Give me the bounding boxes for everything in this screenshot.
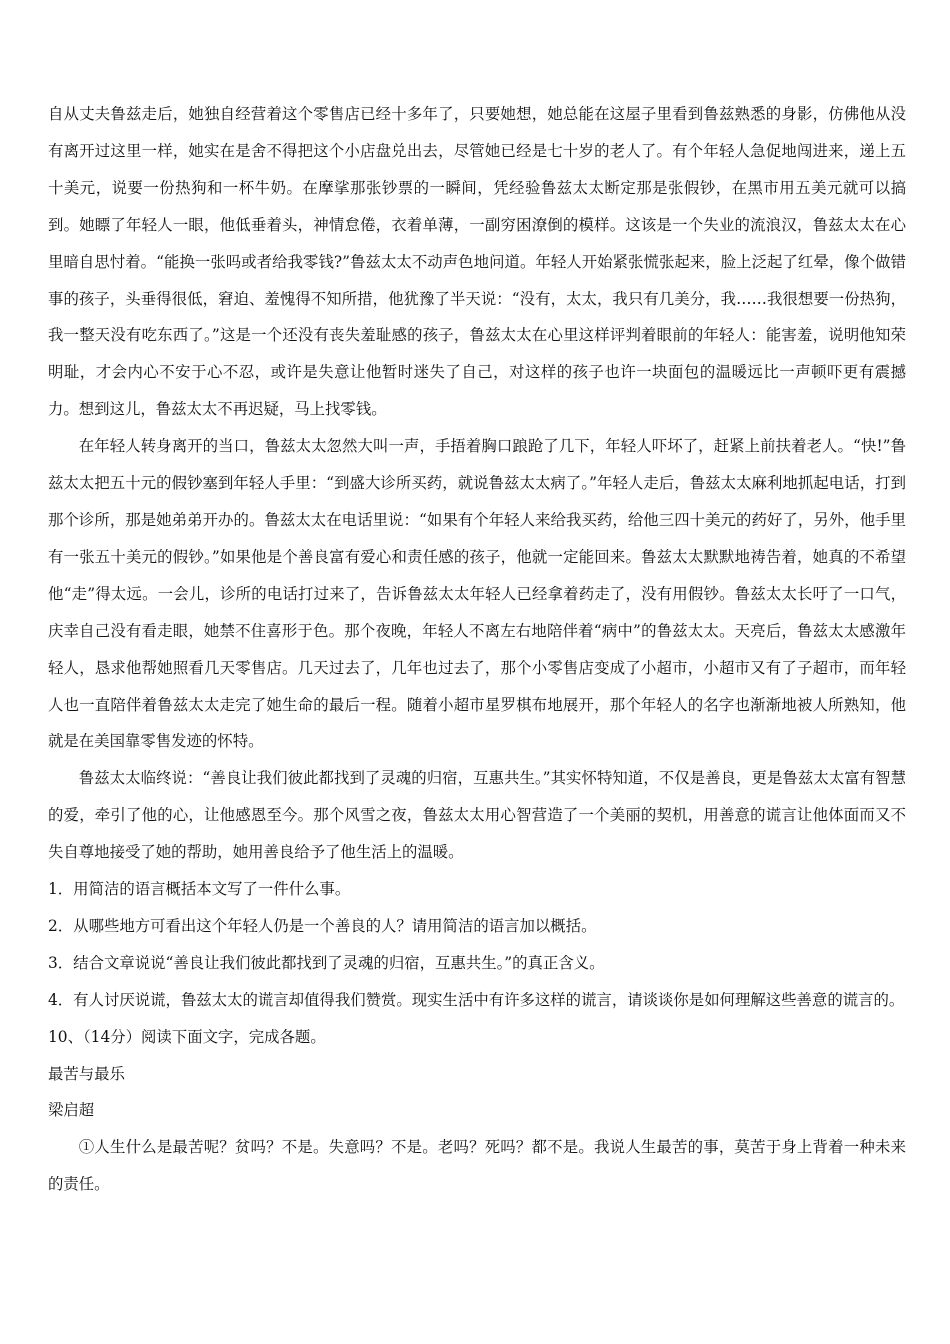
essay-author: 梁启超 xyxy=(48,1101,95,1120)
story-paragraph-2: 在年轻人转身离开的当口，鲁兹太太忽然大叫一声，手捂着胸口踉跄了几下，年轻人吓坏了，赶紧上前扶着老人。“快!”鲁兹太太把五十元的假钞塞到年轻人手里：“到盛大诊所买药，就说鲁兹太太病了。”年轻人走后，鲁兹太太麻利地抓起电话，打到那个诊所，那是她弟弟开办的。鲁兹太太在电话里说：“如果有个年轻人来给我买药，给他三四十美元的药好了，另外，他手里有一张五十美元的假钞。”如果他是个善良富有爱心和责任感的孩子，他就一定能回来。鲁兹太太默默地祷告着，她真的不希望他“走”得太远。一会儿，诊所的电话打过来了，告诉鲁兹太太年轻人已经拿着药走了，没有用假钞。鲁兹太太长吁了一口气，庆幸自己没有看走眼，她禁不住喜形于色。那个夜晚，年轻人不离左右地陪伴着“病中”的鲁兹太太。天亮后，鲁兹太太感激年轻人，恳求他帮她照看几天零售店。几天过去了，几年也过去了，那个小零售店变成了小超市，小超市又有了子超市，而年轻人也一直陪伴着鲁兹太太走完了她生命的最后一程。随着小超市星罗棋布地展开，那个年轻人的名字也渐渐地被人所熟知，他就是在美国靠零售发迹的怀特。 xyxy=(48,437,906,751)
story-paragraph-3: 鲁兹太太临终说：“善良让我们彼此都找到了灵魂的归宿，互惠共生。”其实怀特知道，不仅是善良，更是鲁兹太太富有智慧的爱，牵引了他的心，让他感恩至今。那个风雪之夜，鲁兹太太用心智营造了一个美丽的契机，用善意的谎言让他体面而又不失自尊地接受了她的帮助，她用善良给予了他生活上的温暖。 xyxy=(48,769,906,862)
story-paragraph-1: 自从丈夫鲁兹走后，她独自经营着这个零售店已经十多年了，只要她想，她总能在这屋子里看到鲁兹熟悉的身影，仿佛他从没有离开过这里一样，她实在是舍不得把这个小店盘兑出去，尽管她已经是七十岁的老人了。有个年轻人急促地闯进来，递上五十美元，说要一份热狗和一杯牛奶。在摩挲那张钞票的一瞬间，凭经验鲁兹太太断定那是张假钞，在黑市用五美元就可以搞到。她瞟了年轻人一眼，他低垂着头，神情怠倦，衣着单薄，一副穷困潦倒的模样。这该是一个失业的流浪汉，鲁兹太太在心里暗自思忖着。“能换一张吗或者给我零钱?”鲁兹太太不动声色地问道。年轻人开始紧张慌张起来，脸上泛起了红晕，像个做错事的孩子，头垂得很低，窘迫、羞愧得不知所措，他犹豫了半天说：“没有，太太，我只有几美分，我……我很想要一份热狗，我一整天没有吃东西了。”这是一个还没有丧失羞耻感的孩子，鲁兹太太在心里这样评判着眼前的年轻人：能害羞，说明他知荣明耻，才会内心不安于心不忍，或许是失意让他暂时迷失了自己，对这样的孩子也许一块面包的温暖远比一声顿吓更有震撼力。想到这儿，鲁兹太太不再迟疑，马上找零钱。 xyxy=(48,105,906,419)
essay-paragraph-1: ①人生什么是最苦呢？贫吗？不是。失意吗？不是。老吗？死吗？都不是。我说人生最苦的事，莫苦于身上背着一种未来的责任。 xyxy=(48,1138,906,1194)
question-1: 1．用简洁的语言概括本文写了一件什么事。 xyxy=(48,880,351,899)
document-page xyxy=(48,96,906,1203)
question-4: 4．有人讨厌说谎，鲁兹太太的谎言却值得我们赞赏。现实生活中有许多这样的谎言，请谈谈你是如何理解这些善意的谎言的。 xyxy=(48,990,905,1009)
section-10-header: 10、（14分）阅读下面文字，完成各题。 xyxy=(48,1027,326,1046)
question-2: 2．从哪些地方可看出这个年轻人仍是一个善良的人？请用简洁的语言加以概括。 xyxy=(48,916,597,935)
question-3: 3．结合文章说说“善良让我们彼此都找到了灵魂的归宿，互惠共生。”的真正含义。 xyxy=(48,953,605,972)
essay-title: 最苦与最乐 xyxy=(48,1064,125,1083)
